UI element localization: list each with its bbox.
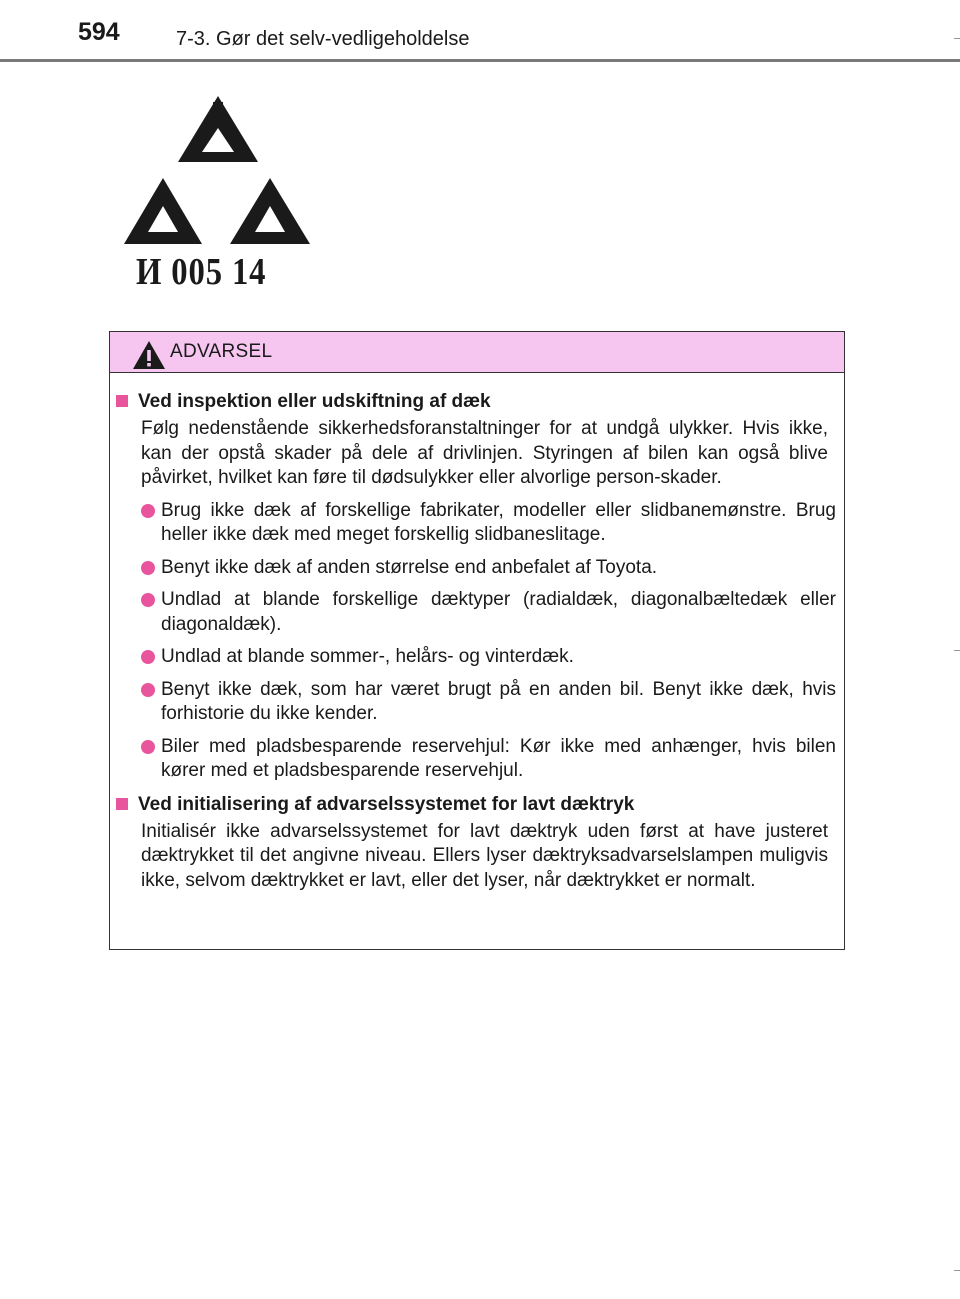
- edge-tick: [954, 650, 960, 651]
- section-heading-text: Ved initialisering af advarselssystemet for lavt dæktryk: [138, 793, 635, 815]
- warning-header: [110, 332, 844, 373]
- bullet-dot-icon: [141, 504, 155, 518]
- warning-triangle-icon: [132, 340, 166, 370]
- bullet-dot-icon: [141, 683, 155, 697]
- list-item-text: Brug ikke dæk af forskellige fabrikater, modeller eller slidbanemønstre. Brug heller ikke dæk med meget forskellig slidbaneslitage.: [161, 499, 836, 545]
- list-item-text: Benyt ikke dæk af anden størrelse end anbefalet af Toyota.: [161, 556, 658, 578]
- tire-marking-code: И 005 14: [136, 251, 267, 293]
- warning-box: [109, 331, 845, 950]
- page-header: [0, 0, 960, 62]
- list-item: [141, 588, 836, 637]
- list-item-text: Undlad at blande sommer-, helårs- og vinterdæk.: [161, 646, 574, 667]
- section-paragraph: Følg nedenstående sikkerhedsforanstaltninger for at undgå ulykker. Hvis ikke, kan der opstå skader på dele af drivlinjen. Styringen af bilen kan også blive påvirket, hvilket kan føre til dødsulykker eller alvorlige person-skader.: [141, 418, 828, 488]
- list-item-text: Benyt ikke dæk, som har været brugt på en anden bil. Benyt ikke dæk, hvis forhistorie du ikke kender.: [161, 678, 836, 724]
- bullet-list: [116, 499, 836, 784]
- triple-triangle-mark: [118, 88, 318, 248]
- square-bullet-icon: [116, 395, 128, 407]
- list-item: [141, 678, 836, 727]
- section-heading: [116, 389, 836, 415]
- header-rule: [0, 59, 960, 62]
- list-item-text: Undlad at blande forskellige dæktyper (radialdæk, diagonalbæltedæk eller diagonaldæk).: [161, 589, 836, 635]
- section-heading-text: Ved inspektion eller udskiftning af dæk: [138, 391, 491, 412]
- tire-marking-figure: [118, 88, 318, 298]
- section-heading: [116, 792, 836, 818]
- square-bullet-icon: [116, 798, 128, 810]
- warning-label: ADVARSEL: [170, 341, 273, 362]
- bullet-dot-icon: [141, 740, 155, 754]
- list-item: [141, 735, 836, 784]
- section-title: 7-3. Gør det selv-vedligeholdelse: [176, 28, 470, 50]
- edge-tick: [954, 38, 960, 39]
- bullet-dot-icon: [141, 593, 155, 607]
- list-item: [141, 499, 836, 548]
- bullet-dot-icon: [141, 650, 155, 664]
- warning-body: [110, 373, 844, 893]
- list-item: [141, 556, 836, 581]
- page-number: 594: [78, 18, 120, 46]
- list-item: [141, 645, 836, 670]
- list-item-text: Biler med pladsbesparende reservehjul: Kør ikke med anhænger, hvis bilen kører med et pladsbesparende reservehjul.: [161, 735, 836, 781]
- section-paragraph: Initialisér ikke advarselssystemet for lavt dæktryk uden først at have justeret dæktrykket til det angivne niveau. Ellers lyser dæktryksadvarselslampen muligvis ikke, selvom dæktrykket er lavt, eller det lyser, når dæktrykket er normalt.: [141, 820, 828, 891]
- bullet-dot-icon: [141, 561, 155, 575]
- edge-tick: [954, 1270, 960, 1271]
